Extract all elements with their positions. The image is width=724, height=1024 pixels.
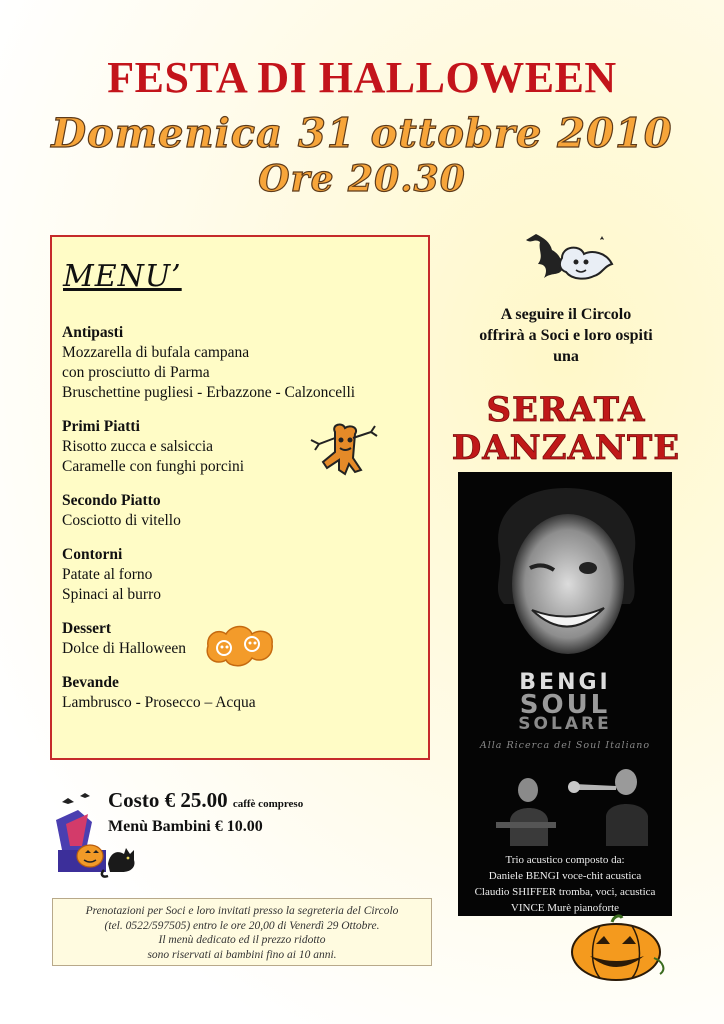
musicians-photo <box>488 760 658 850</box>
serata-line1: SERATA <box>486 390 646 430</box>
trio-line: Trio acustico composto da: <box>505 854 625 866</box>
price-main: Costo € 25.00 <box>108 788 228 812</box>
pumpkin-icon <box>560 912 670 982</box>
menu-section-bevande <box>62 673 422 713</box>
note-line: sono riservati ai bambini fino ai 10 anni. <box>147 948 337 961</box>
menu-box <box>50 235 430 760</box>
band-name-line3: SOLARE <box>518 714 612 734</box>
event-date: Domenica 31 ottobre 2010 <box>51 110 673 157</box>
menu-item: Caramelle con funghi porcini <box>62 458 245 475</box>
event-intro <box>447 304 685 367</box>
page-title: FESTA DI HALLOWEEN <box>107 53 617 102</box>
singer-photo <box>480 484 650 664</box>
bat-ghost-icon <box>522 230 618 286</box>
section-heading: Secondo Piatto <box>62 492 161 509</box>
note-line: (tel. 0522/597505) entro le ore 20,00 di Venerdì 29 Ottobre. <box>104 919 380 932</box>
section-heading: Antipasti <box>62 324 124 341</box>
note-line: Prenotazioni per Soci e loro invitati presso la segreteria del Circolo <box>85 905 399 917</box>
band-tagline: Alla Ricerca del Soul Italiano <box>479 740 651 751</box>
section-heading: Dessert <box>62 620 112 637</box>
candy-icon <box>202 616 278 672</box>
intro-line: offrirà a Soci e loro ospiti <box>479 327 653 344</box>
note-line: Il menù dedicato ed il prezzo ridotto <box>158 934 326 946</box>
menu-section-antipasti <box>62 323 422 403</box>
menu-item: con prosciutto di Parma <box>62 364 210 381</box>
menu-item: Lambrusco - Prosecco – Acqua <box>62 694 256 711</box>
price-label <box>108 788 303 813</box>
intro-line: A seguire il Circolo <box>500 306 632 323</box>
trio-description <box>458 852 672 916</box>
section-heading: Primi Piatti <box>62 418 140 435</box>
band-name-line2: SOUL <box>519 690 611 720</box>
intro-line: una <box>553 348 579 365</box>
menu-item: Patate al forno <box>62 566 153 583</box>
menu-section-contorni <box>62 545 422 605</box>
trio-line: Claudio SHIFFER tromba, voci, acustica <box>474 886 656 898</box>
menu-section-secondo <box>62 491 422 531</box>
section-heading: Bevande <box>62 674 119 691</box>
trio-line: Daniele BENGI voce-chit acustica <box>488 870 642 882</box>
trio-line: VINCE Murè pianoforte <box>510 902 620 914</box>
band-poster <box>458 472 672 916</box>
children-price: Menù Bambini € 10.00 <box>108 818 263 835</box>
reservation-note <box>52 898 432 966</box>
section-heading: Contorni <box>62 546 123 563</box>
menu-item: Dolce di Halloween <box>62 640 186 657</box>
menu-item: Cosciotto di vitello <box>62 512 181 529</box>
menu-item: Risotto zucca e salsiccia <box>62 438 214 455</box>
menu-item: Spinaci al burro <box>62 586 162 603</box>
band-name-line1: BENGI <box>519 670 611 695</box>
serata-line2: DANZANTE <box>451 428 681 468</box>
menu-item: Mozzarella di bufala campana <box>62 344 250 361</box>
event-time: Ore 20.30 <box>258 158 466 200</box>
menu-title: MENU’ <box>63 259 182 294</box>
tree-monster-icon <box>305 418 383 490</box>
price-note: caffè compreso <box>232 798 304 810</box>
menu-item: Bruschettine pugliesi - Erbazzone - Calzoncelli <box>62 384 356 401</box>
